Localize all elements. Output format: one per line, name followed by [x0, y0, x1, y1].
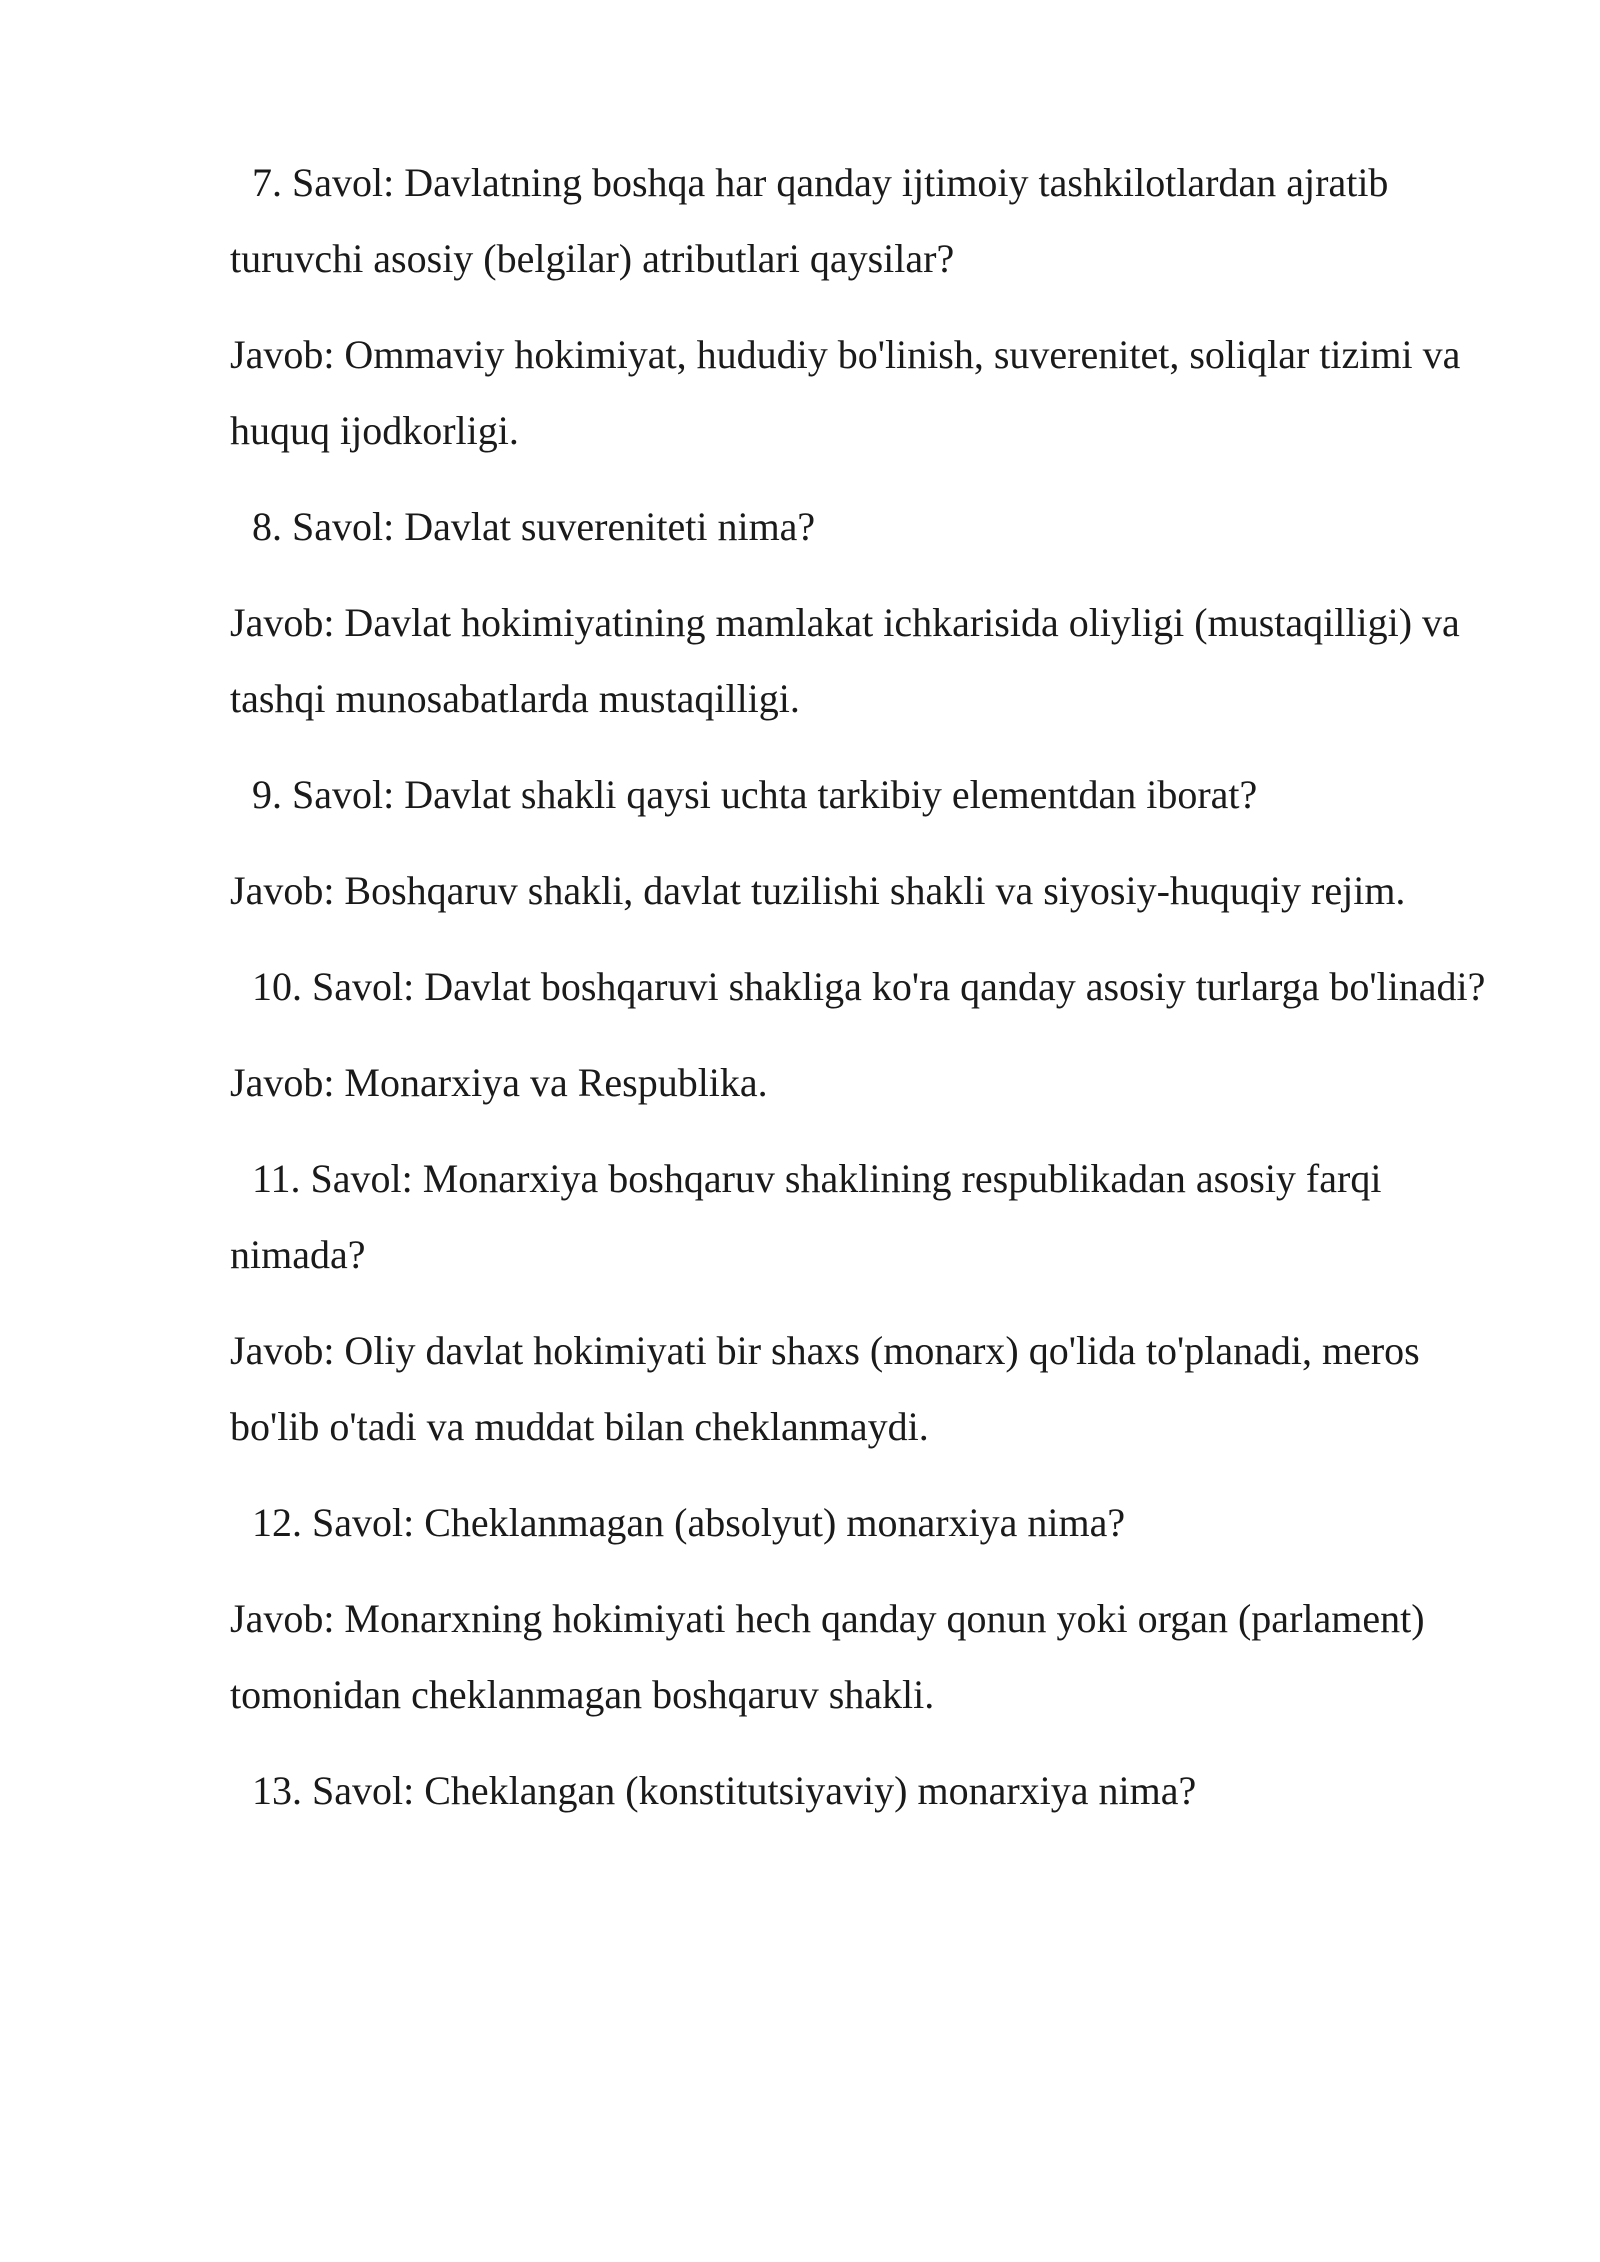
question-13: 13. Savol: Cheklangan (konstitutsiyaviy) monarxiya nima? — [252, 1768, 1197, 1813]
answer-9: Javob: Boshqaruv shakli, davlat tuzilishi shakli va siyosiy-huquqiy rejim. — [230, 868, 1406, 913]
answer-11: Javob: Oliy davlat hokimiyati bir shaxs (monarx) qo'lida to'planadi, meros bo'lib o'tadi va muddat bilan cheklanmaydi. — [230, 1328, 1420, 1449]
answer-8: Javob: Davlat hokimiyatining mamlakat ichkarisida oliyligi (mustaqilligi) va tashqi munosabatlarda mustaqilligi. — [230, 600, 1460, 721]
document-content — [230, 145, 1495, 1849]
answer-10: Javob: Monarxiya va Respublika. — [230, 1060, 768, 1105]
question-11: 11. Savol: Monarxiya boshqaruv shaklining respublikadan asosiy farqi nimada? — [230, 1156, 1382, 1277]
answer-7: Javob: Ommaviy hokimiyat, hududiy bo'linish, suverenitet, soliqlar tizimi va huquq ijodkorligi. — [230, 332, 1461, 453]
question-10: 10. Savol: Davlat boshqaruvi shakliga ko'ra qanday asosiy turlarga bo'linadi? — [252, 964, 1486, 1009]
question-12: 12. Savol: Cheklanmagan (absolyut) monarxiya nima? — [252, 1500, 1126, 1545]
question-7: 7. Savol: Davlatning boshqa har qanday ijtimoiy tashkilotlardan ajratib turuvchi asosiy (belgilar) atributlari qaysilar? — [230, 160, 1389, 281]
answer-12: Javob: Monarxning hokimiyati hech qanday qonun yoki organ (parlament) tomonidan cheklanmagan boshqaruv shakli. — [230, 1596, 1425, 1717]
question-8: 8. Savol: Davlat suvereniteti nima? — [252, 504, 816, 549]
question-9: 9. Savol: Davlat shakli qaysi uchta tarkibiy elementdan iborat? — [252, 772, 1258, 817]
